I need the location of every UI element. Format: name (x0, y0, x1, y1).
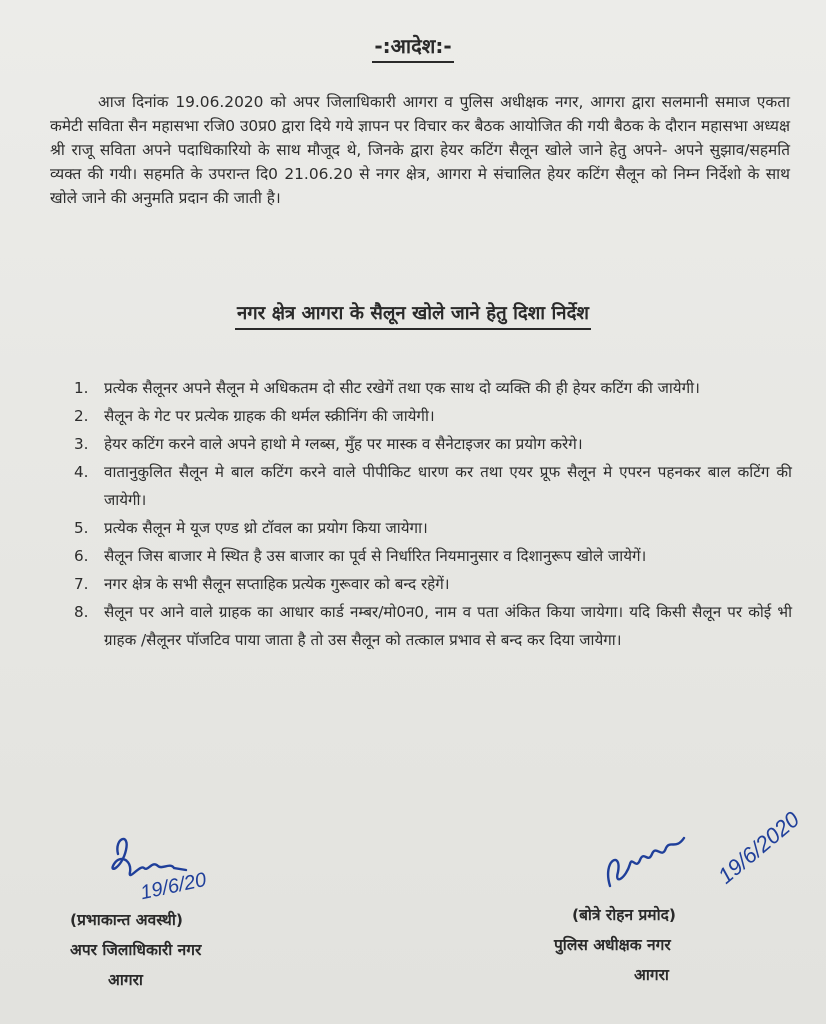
left-signatory-designation: अपर जिलाधिकारी नगर (70, 941, 202, 959)
left-signatory-name: (प्रभाकान्त अवस्थी) (70, 911, 183, 929)
list-item: 2. सैलून के गेट पर प्रत्येक ग्राहक की थर्मल स्क्रीनिंग की जायेगी। (74, 407, 435, 425)
left-signatory-block (70, 905, 280, 995)
left-date-text: 19/6/20 (138, 868, 209, 905)
left-signatory-place: आगरा (108, 971, 143, 989)
left-signature-date (136, 866, 226, 906)
right-signature-date (700, 790, 810, 890)
guidelines-list (74, 374, 792, 654)
order-title: -:आदेश:- (0, 32, 826, 59)
list-item: 7. नगर क्षेत्र के सभी सैलून सप्ताहिक प्रत्येक गुरूवार को बन्द रहेगें। (74, 575, 450, 593)
list-item: 1. प्रत्येक सैलूनर अपने सैलून मे अधिकतम दो सीट रखेगें तथा एक साथ दो व्यक्ति की ही हेयर कटिंग की जायेगी। (74, 379, 700, 397)
list-item: 6. सैलून जिस बाजार मे स्थित है उस बाजार का पूर्व से निर्धारित नियमानुसार व दिशानुरूप खोले जायेगें। (74, 547, 647, 565)
guidelines-heading: नगर क्षेत्र आगरा के सैलून खोले जाने हेतु दिशा निर्देश (0, 300, 826, 325)
intro-paragraph: आज दिनांक 19.06.2020 को अपर जिलाधिकारी आगरा व पुलिस अधीक्षक नगर, आगरा द्वारा सलमानी समाज एकता कमेटी सविता सैन महासभा रजि0 उ0प्र0 द्वारा दिये गये ज्ञापन पर विचार कर बैठक आयोजित की गयी बैठक के दौरान महासभा अध्यक्ष श्री राजू सविता अपने पदाधिकारियो के साथ मौजूद थे, जिनके द्वारा हेयर कटिंग सैलून खोले जाने हेतु अपने- अपने सुझाव/सहमति व्यक्त की गयी। सहमति के उपरान्त दि0 21.06.20 से नगर क्षेत्र, आगरा मे संचालित हेयर कटिंग सैलून को निम्न निर्देशो के साथ खोले जाने की अनुमति प्रदान की जाती है। (50, 93, 790, 207)
right-signature (592, 820, 702, 900)
right-signatory-place: आगरा (634, 966, 669, 984)
list-item: 4. वातानुकुलित सैलून मे बाल कटिंग करने वाले पीपीकिट धारण कर तथा एयर प्रूफ सैलून मे एपरन पहनकर बाल कटिंग की जायेगी। (74, 463, 792, 509)
list-item: 5. प्रत्येक सैलून मे यूज एण्ड थ्रो टॉवल का प्रयोग किया जायेगा। (74, 519, 428, 537)
list-item: 8. सैलून पर आने वाले ग्राहक का आधार कार्ड नम्बर/मो0न0, नाम व पता अंकित किया जायेगा। यदि किसी सैलून पर कोई भी ग्राहक /सैलूनर पॉजटिव पाया जाता है तो उस सैलून को तत्काल प्रभाव से बन्द कर दिया जायेगा। (74, 603, 792, 649)
right-date-text: 19/6/2020 (713, 806, 805, 889)
right-signatory-designation: पुलिस अधीक्षक नगर (554, 936, 671, 954)
right-signatory-block (554, 900, 774, 990)
list-item: 3. हेयर कटिंग करने वाले अपने हाथो मे ग्लब्स, मुँह पर मास्क व सैनेटाइजर का प्रयोग करेगे। (74, 435, 583, 453)
right-signatory-name: (बोत्रे रोहन प्रमोद) (572, 906, 676, 924)
